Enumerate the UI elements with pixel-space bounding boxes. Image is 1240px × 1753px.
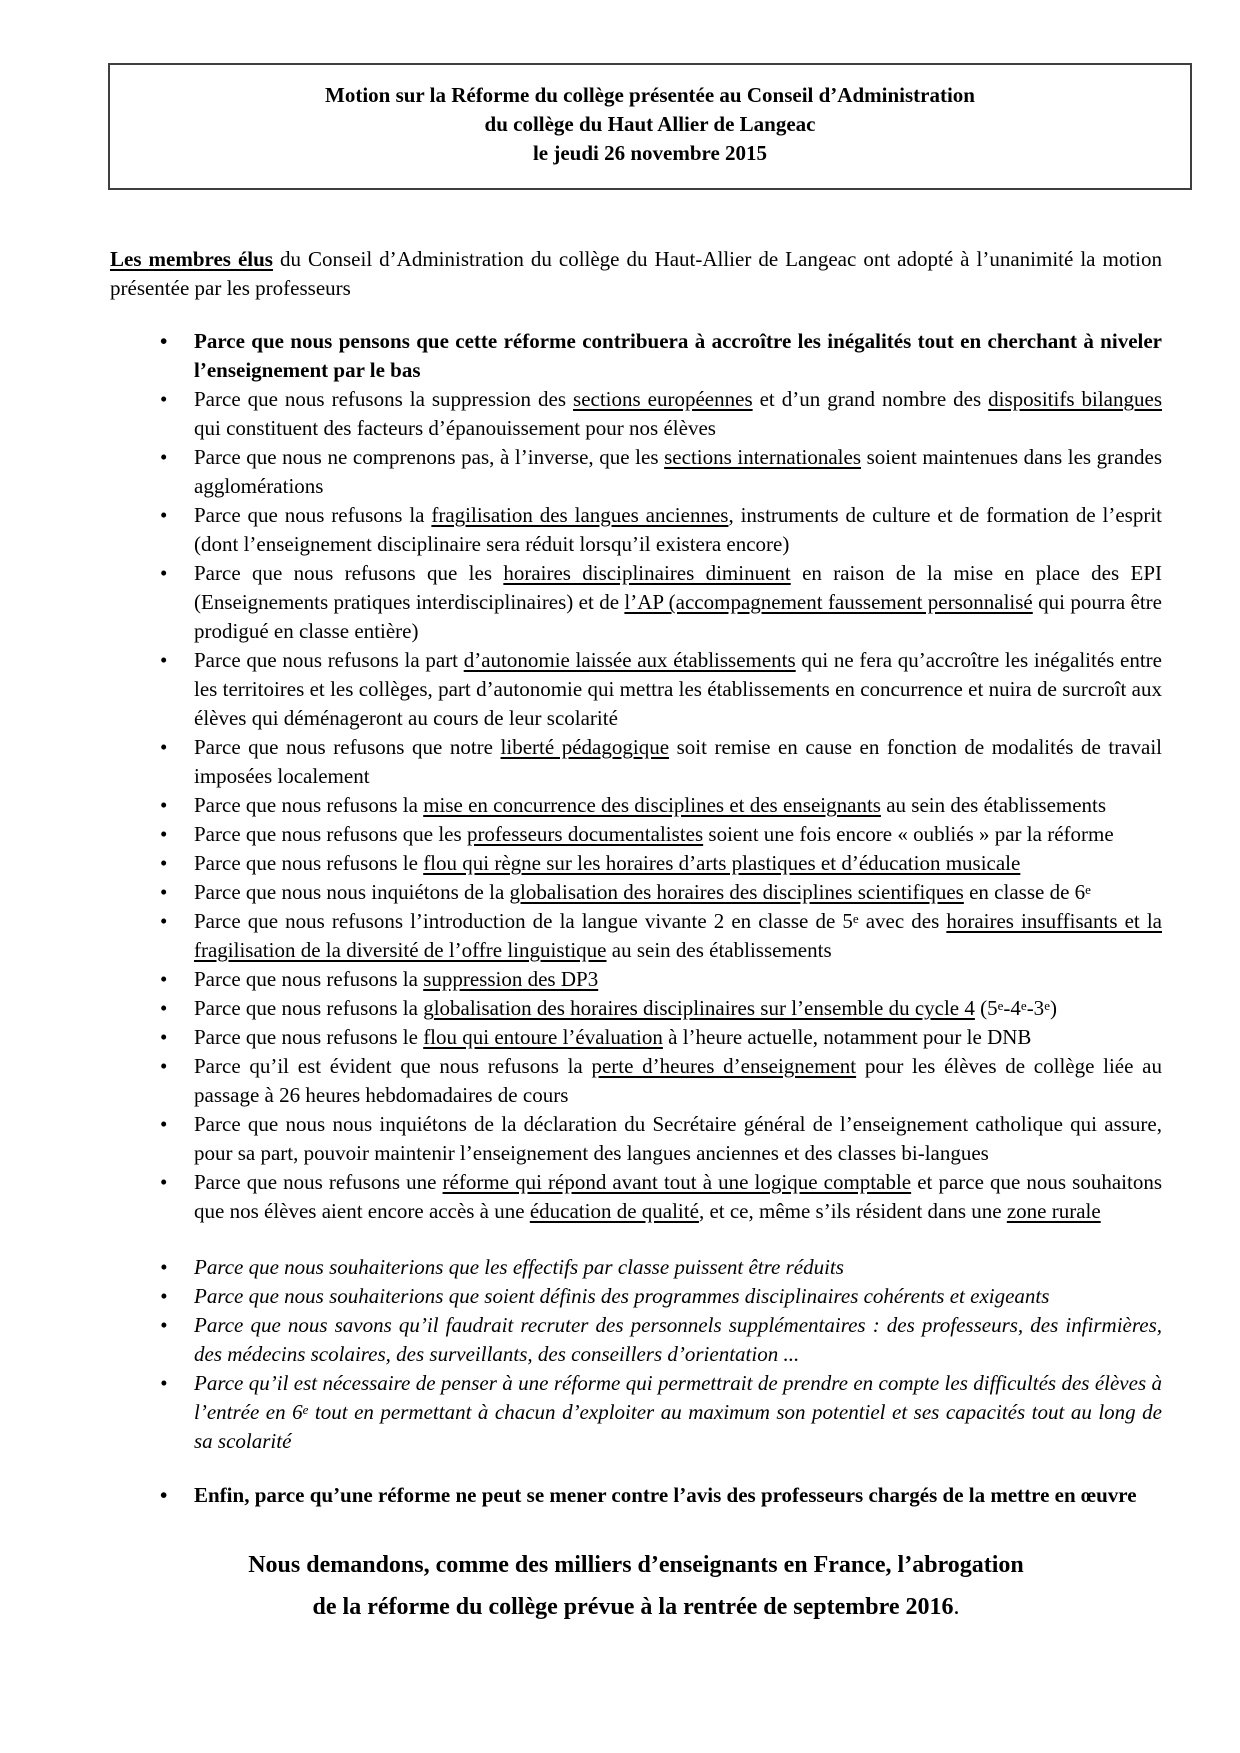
- text-run: flou qui entoure l’évaluation: [423, 1025, 663, 1049]
- text-run: e: [1044, 997, 1050, 1013]
- text-run: Parce que nous refusons une: [194, 1170, 443, 1194]
- reason-item: [194, 559, 1162, 646]
- text-run: e: [1020, 997, 1027, 1013]
- text-run: Parce que nous refusons la: [194, 996, 424, 1020]
- reason-item: [194, 994, 1162, 1023]
- text-run: globalisation des horaires disciplinaires sur l’ensemble du cycle 4: [423, 996, 975, 1020]
- reasons-list-wishes: [110, 1253, 1162, 1456]
- text-run: d’autonomie laissée aux établissements: [463, 648, 796, 672]
- reason-item: [194, 327, 1162, 385]
- text-run: -4: [1003, 996, 1021, 1020]
- text-run: Parce que nous nous inquiétons de la: [194, 880, 510, 904]
- text-run: à l’heure actuelle, notamment pour le DNB: [662, 1025, 1032, 1049]
- text-run: Parce que nous refusons que notre: [194, 735, 501, 759]
- text-run: pour les élèves de collège liée au passage à 26 heures hebdomadaires de cours: [194, 1054, 1162, 1107]
- intro-paragraph: [110, 245, 1162, 303]
- text-run: .: [953, 1594, 960, 1620]
- title-box: [108, 63, 1192, 190]
- reason-item: [194, 965, 1162, 994]
- text-run: tout en permettant à chacun d’exploiter au maximum son potentiel et ses capacités tout au long de sa scolarité: [194, 1400, 1163, 1453]
- text-run: e: [852, 910, 859, 926]
- reason-item: [194, 1023, 1162, 1052]
- text-run: (5: [974, 996, 998, 1020]
- text-run: Parce que nous refusons la suppression des: [194, 387, 574, 411]
- text-run: perte d’heures d’enseignement: [591, 1054, 857, 1078]
- text-run: flou qui règne sur les horaires d’arts plastiques et d’éducation musicale: [423, 851, 1021, 875]
- document-title-line3: le jeudi 26 novembre 2015: [532, 141, 768, 165]
- text-run: Parce que nous ne comprenons pas, à l’inverse, que les: [194, 445, 665, 469]
- reason-item: [194, 791, 1162, 820]
- text-run: et parce que nous souhaitons que nos élèves aient encore accès à une: [194, 1170, 1162, 1223]
- text-run: Parce qu’il est nécessaire de penser à une réforme qui permettrait de prendre en compte les difficultés des élèves à l’entrée en 6: [194, 1371, 1162, 1424]
- text-run: Parce que nous refusons le: [194, 851, 424, 875]
- conclusion-line1: [110, 1544, 1162, 1586]
- reason-item: [194, 646, 1162, 733]
- text-run: e: [997, 997, 1004, 1013]
- text-run: sections internationales: [664, 445, 862, 469]
- reasons-list-main: [110, 327, 1162, 1226]
- text-run: soit remise en cause en fonction de modalités de travail imposées localement: [194, 735, 1162, 788]
- reason-item: [194, 1311, 1162, 1369]
- text-run: Parce que nous savons qu’il faudrait recruter des personnels supplémentaires : des professeurs, des infirmières, des médecins scolaires, des surveillants, des conseillers d’orientation ...: [194, 1313, 1162, 1366]
- reason-item: [194, 878, 1162, 907]
- text-run: qui ne fera qu’accroître les inégalités entre les territoires et les collèges, part d’autonomie qui mettra les établissements en concurrence et nuira de surcroît aux élèves qui déménageront au cours de leur scolarité: [194, 648, 1162, 730]
- text-run: Parce que nous refusons que les: [194, 561, 504, 585]
- text-run: soient une fois encore « oubliés » par la réforme: [703, 822, 1114, 846]
- text-run: ): [1049, 996, 1057, 1020]
- text-run: au sein des établissements: [606, 938, 832, 962]
- text-run: avec des: [858, 909, 947, 933]
- reason-item: [194, 1168, 1162, 1226]
- text-run: Parce que nous refusons que les: [194, 822, 467, 846]
- text-run: zone rurale: [1006, 1199, 1101, 1223]
- conclusion-line2: [110, 1586, 1162, 1628]
- text-run: Parce que nous nous inquiétons de la déclaration du Secrétaire général de l’enseignement catholique qui assure, pour sa part, pouvoir maintenir l’enseignement des langues anciennes et des classes bi-langues: [194, 1112, 1162, 1165]
- text-run: Parce que nous refusons l’introduction de la langue vivante 2 en classe de 5: [194, 909, 853, 933]
- text-run: soient maintenues dans les grandes agglomérations: [194, 445, 1162, 498]
- text-run: globalisation des horaires des disciplines scientifiques: [509, 880, 964, 904]
- text-run: Parce que nous refusons la: [194, 503, 432, 527]
- reason-item: [194, 849, 1162, 878]
- reason-item: [194, 1369, 1162, 1456]
- text-run: Parce qu’il est évident que nous refusons la: [194, 1054, 592, 1078]
- text-run: l’AP (accompagnement faussement personnalisé: [624, 590, 1033, 614]
- text-run: au sein des établissements: [880, 793, 1107, 817]
- text-run: Parce que nous refusons la: [194, 967, 424, 991]
- reason-item: [194, 907, 1162, 965]
- reason-item: [194, 443, 1162, 501]
- text-run: de la réforme du collège prévue à la rentrée de septembre 2016: [312, 1594, 954, 1620]
- text-run: en raison de la mise en place des EPI (Enseignements pratiques interdisciplinaires) et de: [194, 561, 1162, 614]
- text-run: mise en concurrence des disciplines et des enseignants: [423, 793, 881, 817]
- text-run: sections européennes: [573, 387, 753, 411]
- text-run: e: [1085, 881, 1091, 897]
- reason-item: [194, 385, 1162, 443]
- reason-item: [194, 1110, 1162, 1168]
- text-run: fragilisation des langues anciennes: [431, 503, 729, 527]
- text-run: , instruments de culture et de formation de l’esprit (dont l’enseignement disciplinaire sera réduit lorsqu’il existera encore): [194, 503, 1163, 556]
- text-run: horaires insuffisants et la fragilisation de la diversité de l’offre linguistique: [194, 909, 1162, 962]
- reason-item: [194, 733, 1162, 791]
- text-run: , et ce, même s’ils résident dans une: [698, 1199, 1007, 1223]
- text-run: qui constituent des facteurs d’épanouissement pour nos élèves: [194, 416, 716, 440]
- reason-item: [194, 1052, 1162, 1110]
- text-run: Parce que nous refusons la part: [194, 648, 464, 672]
- intro-text: du Conseil d’Administration du collège du Haut-Allier de Langeac ont adopté à l’unanimité la motion présentée par les professeurs: [110, 247, 1162, 300]
- text-run: suppression des DP3: [423, 967, 599, 991]
- text-run: horaires disciplinaires diminuent: [503, 561, 791, 585]
- text-run: e: [302, 1401, 309, 1417]
- conclusion: [110, 1544, 1162, 1628]
- text-run: professeurs documentalistes: [466, 822, 704, 846]
- text-run: Parce que nous pensons que cette réforme contribuera à accroître les inégalités tout en cherchant à niveler l’enseignement par le bas: [194, 329, 1162, 382]
- text-run: -3: [1026, 996, 1045, 1020]
- reason-item: [194, 820, 1162, 849]
- document-title-line2: du collège du Haut Allier de Langeac: [484, 112, 816, 136]
- text-run: et d’un grand nombre des: [752, 387, 989, 411]
- text-run: liberté pédagogique: [500, 735, 670, 759]
- text-run: Nous demandons, comme des milliers d’enseignants en France, l’abrogation: [248, 1552, 1024, 1578]
- document-title-line1: Motion sur la Réforme du collège présentée au Conseil d’Administration: [325, 83, 975, 107]
- text-run: éducation de qualité: [529, 1199, 699, 1223]
- text-run: Parce que nous souhaiterions que soient définis des programmes disciplinaires cohérents et exigeants: [194, 1284, 1050, 1308]
- text-run: réforme qui répond avant tout à une logique comptable: [442, 1170, 912, 1194]
- text-run: Parce que nous refusons la: [194, 793, 424, 817]
- text-run: dispositifs bilangues: [988, 387, 1162, 411]
- reason-item: [194, 501, 1162, 559]
- reason-item: [194, 1481, 1162, 1510]
- text-run: Parce que nous souhaiterions que les effectifs par classe puissent être réduits: [194, 1255, 844, 1279]
- text-run: qui pourra être prodigué en classe entière): [194, 590, 1162, 643]
- reason-item: [194, 1253, 1162, 1282]
- text-run: Parce que nous refusons le: [194, 1025, 424, 1049]
- intro-lead: Les membres élus: [110, 247, 273, 271]
- reason-final-list: [110, 1481, 1162, 1510]
- text-run: en classe de 6: [963, 880, 1086, 904]
- text-run: Enfin, parce qu’une réforme ne peut se mener contre l’avis des professeurs chargés de la mettre en œuvre: [194, 1483, 1137, 1507]
- reason-item: [194, 1282, 1162, 1311]
